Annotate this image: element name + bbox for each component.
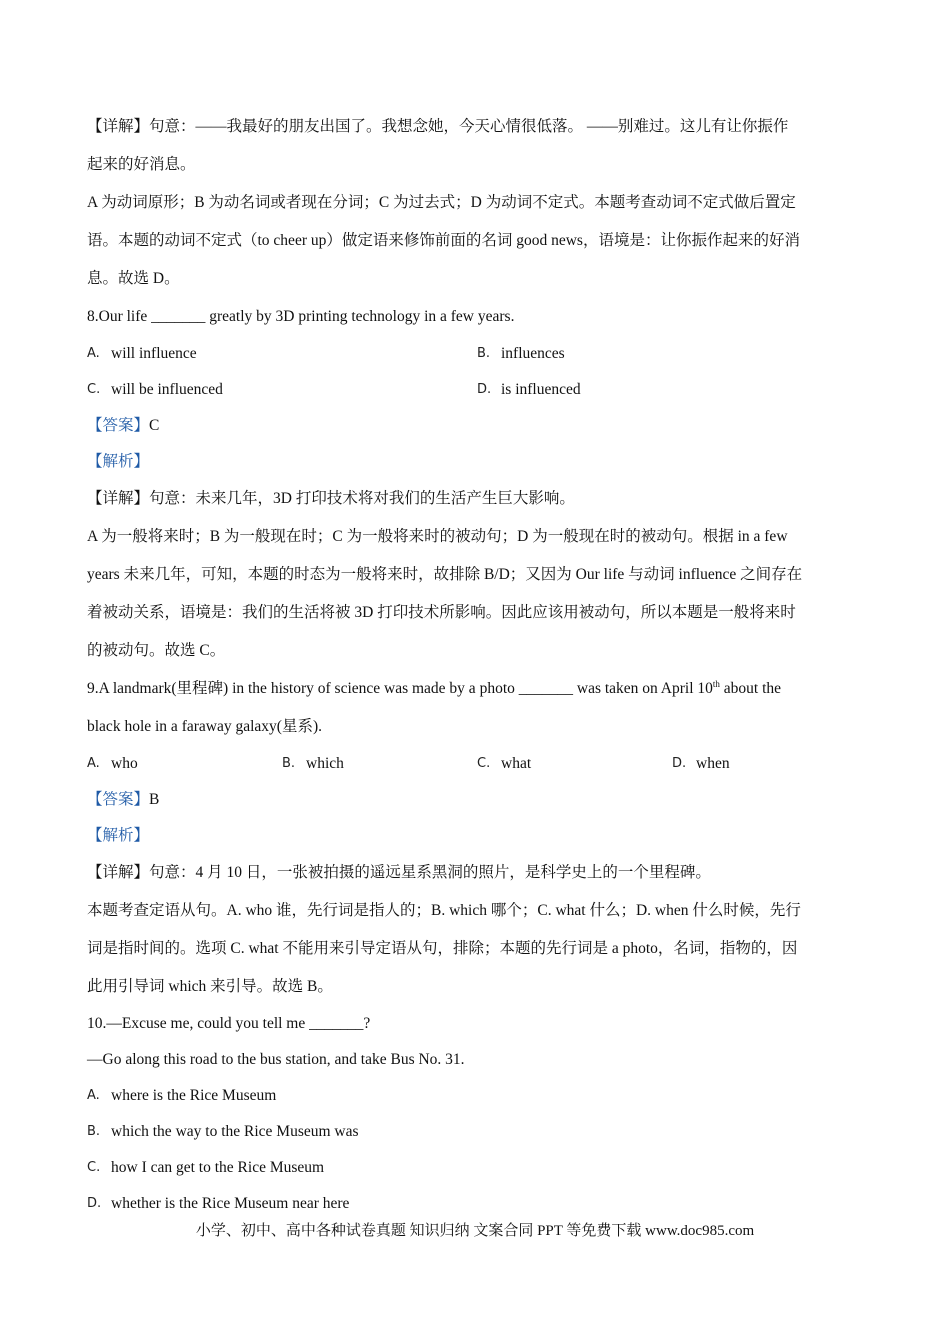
- q8-detail: 【详解】句意：未来几年，3D 打印技术将对我们的生活产生巨大影响。: [87, 490, 575, 507]
- superscript-th: th: [712, 679, 720, 689]
- option-letter: B.: [477, 346, 491, 361]
- q9-explanation-line-3: 此用引导词 which 来引导。故选 B。: [87, 978, 333, 995]
- option-text: will influence: [111, 345, 197, 362]
- option-text: how I can get to the Rice Museum: [111, 1159, 325, 1176]
- q9-analysis-heading: [87, 818, 867, 854]
- option-text: when: [696, 755, 730, 772]
- q10-stem-line-2: —Go along this road to the bus station, and take Bus No. 31.: [87, 1051, 465, 1068]
- q9-detail: 【详解】句意：4 月 10 日，一张被拍摄的遥远星系黑洞的照片，是科学史上的一个里程碑。: [87, 864, 711, 881]
- q7-detail-line-1: 【详解】句意：——我最好的朋友出国了。我想念她，今天心情很低落。 ——别难过。这儿有让你振作: [87, 118, 789, 135]
- q9-options-row: [87, 746, 867, 782]
- q9-stem-line-2: black hole in a faraway galaxy(星系).: [87, 718, 322, 735]
- q10-option-c: [87, 1150, 867, 1186]
- option-text: will be influenced: [111, 381, 223, 398]
- answer-label: 【答案】: [87, 791, 150, 808]
- q8-explanation-line-1: A 为一般将来时；B 为一般现在时；C 为一般将来时的被动句；D 为一般现在时的被动句。根据 in a few: [87, 528, 788, 545]
- q9-explanation-line-2: 词是指时间的。选项 C. what 不能用来引导定语从句，排除；本题的先行词是 a photo，名词，指物的，因: [87, 940, 798, 957]
- answer-label: 【答案】: [87, 417, 150, 434]
- option-text: which: [306, 755, 344, 772]
- q9-stem-text: 9.A landmark(里程碑) in the history of science was made by a photo _______ was taken on April 10: [87, 680, 713, 697]
- q8-analysis-heading: [87, 444, 867, 480]
- page-footer: 小学、初中、高中各种试卷真题 知识归纳 文案合同 PPT 等免费下载 www.doc985.com: [195, 1223, 755, 1239]
- option-letter: D.: [87, 1196, 102, 1211]
- q9-option-b: [282, 746, 477, 782]
- answer-value: C: [149, 417, 160, 434]
- q7-explanation-line-1: A 为动词原形；B 为动名词或者现在分词；C 为过去式；D 为动词不定式。本题考查动词不定式做后置定: [87, 194, 796, 211]
- q10-option-d: [87, 1186, 867, 1222]
- option-letter: B.: [282, 756, 296, 771]
- option-text: where is the Rice Museum: [111, 1087, 277, 1104]
- option-text: which the way to the Rice Museum was: [111, 1123, 359, 1140]
- option-letter: C.: [477, 756, 491, 771]
- option-text: what: [501, 755, 532, 772]
- q9-option-a: [87, 746, 282, 782]
- document-page: [87, 108, 867, 1222]
- option-letter: A.: [87, 756, 100, 771]
- q8-explanation-line-2: years 未来几年，可知，本题的时态为一般将来时，故排除 B/D；又因为 Our life 与动词 influence 之间存在: [87, 566, 803, 583]
- option-letter: C.: [87, 382, 101, 397]
- q9-stem-line-1: [87, 670, 867, 708]
- analysis-label: 【解析】: [87, 453, 150, 470]
- q8-explanation-line-4: 的被动句。故选 C。: [87, 642, 226, 659]
- option-text: is influenced: [501, 381, 581, 398]
- q8-option-c: [87, 372, 477, 408]
- q8-options-row-1: [87, 336, 867, 372]
- option-text: influences: [501, 345, 565, 362]
- q9-stem-tail: about the: [719, 680, 782, 697]
- q10-option-b: [87, 1114, 867, 1150]
- q7-explanation-line-2: 语。本题的动词不定式（to cheer up）做定语来修饰前面的名词 good news，语境是：让你振作起来的好消: [87, 232, 800, 249]
- q8-options-row-2: [87, 372, 867, 408]
- q10-stem-line-1: 10.—Excuse me, could you tell me _______?: [87, 1015, 371, 1032]
- option-letter: A.: [87, 346, 100, 361]
- q8-answer: [87, 408, 867, 444]
- q8-option-d: [477, 372, 867, 408]
- option-text: whether is the Rice Museum near here: [111, 1195, 350, 1212]
- analysis-label: 【解析】: [87, 827, 150, 844]
- option-letter: D.: [477, 382, 492, 397]
- option-letter: C.: [87, 1160, 101, 1175]
- q9-option-d: [672, 746, 867, 782]
- q10-option-a: [87, 1078, 867, 1114]
- option-letter: B.: [87, 1124, 101, 1139]
- q9-answer: [87, 782, 867, 818]
- q9-explanation-line-1: 本题考查定语从句。A. who 谁，先行词是指人的；B. which 哪个；C. what 什么；D. when 什么时候，先行: [87, 902, 801, 919]
- q8-option-b: [477, 336, 867, 372]
- option-letter: A.: [87, 1088, 100, 1103]
- q8-stem: 8.Our life _______ greatly by 3D printing technology in a few years.: [87, 308, 515, 325]
- option-letter: D.: [672, 756, 687, 771]
- answer-value: B: [149, 791, 160, 808]
- q8-option-a: [87, 336, 477, 372]
- q8-explanation-line-3: 着被动关系，语境是：我们的生活将被 3D 打印技术所影响。因此应该用被动句，所以本题是一般将来时: [87, 604, 796, 621]
- q9-option-c: [477, 746, 672, 782]
- q7-detail-line-2: 起来的好消息。: [87, 156, 196, 173]
- q7-explanation-line-3: 息。故选 D。: [87, 270, 180, 287]
- option-text: who: [111, 755, 138, 772]
